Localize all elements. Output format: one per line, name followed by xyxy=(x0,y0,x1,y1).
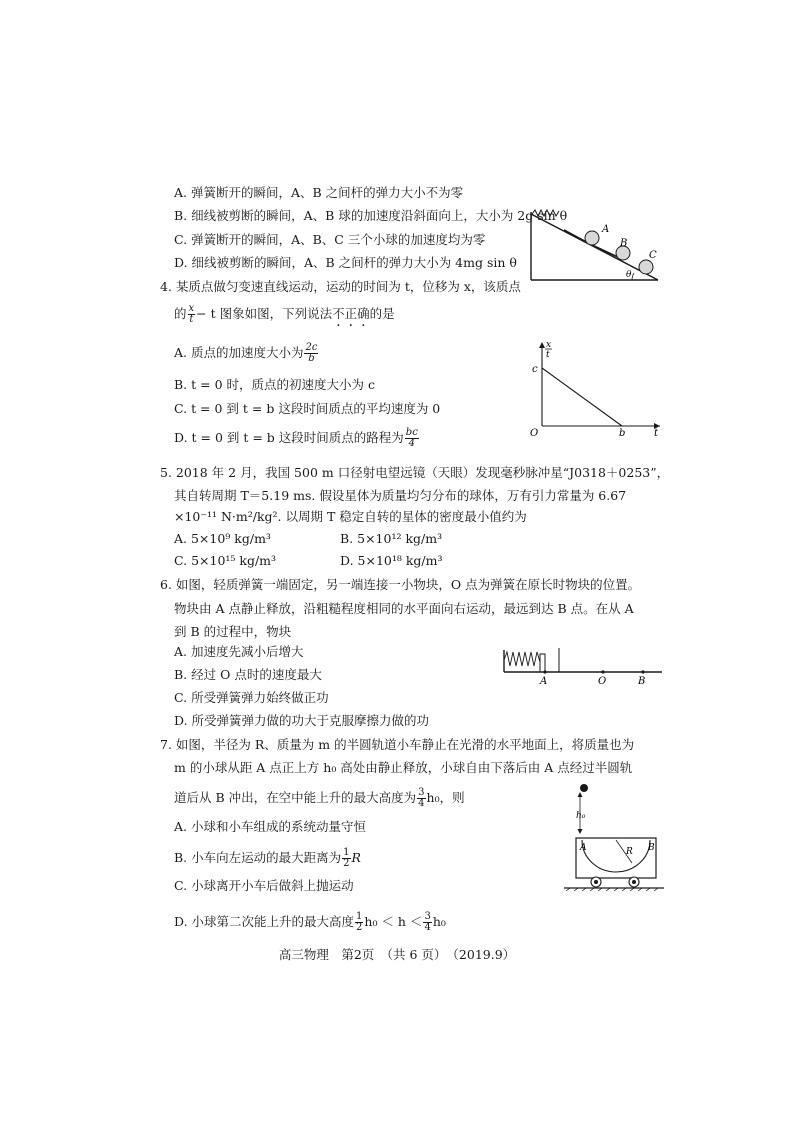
q7-option-a: A. 小球和小车组成的系统动量守恒 xyxy=(174,819,366,834)
emphasis-dot-1: 不 xyxy=(332,306,345,321)
q6-option-d: D. 所受弹簧弹力做的功大于克服摩擦力做的功 xyxy=(174,713,430,728)
q5-stem-line3: ×10⁻¹¹ N·m²/kg². 以周期 T 稳定自转的星体的密度最小值约为 xyxy=(174,509,527,524)
q6-point-b: B xyxy=(638,676,646,686)
q3-label-c: C xyxy=(649,250,657,261)
q6-point-o: O xyxy=(598,676,607,686)
q6-spring-figure xyxy=(500,644,664,686)
graph-intercept-b: b xyxy=(619,428,626,438)
q4-stem-line1: 4. 某质点做匀变速直线运动，运动的时间为 t，位移为 x，该质点 xyxy=(160,279,521,294)
q7-label-a: A xyxy=(580,843,587,853)
q6-stem-line3: 到 B 的过程中，物块 xyxy=(174,624,292,639)
graph-x-label-t: t xyxy=(654,428,659,438)
q7-option-d: D. 小球第二次能上升的最大高度 $\frac{1}{2}$ h₀ ＜ h ＜ $\frac{3}{4}$ h₀ xyxy=(174,911,446,933)
q6-point-a: A xyxy=(540,676,548,686)
q3-option-b: B. 细线被剪断的瞬间，A、B 球的加速度沿斜面向上，大小为 2g sin θ xyxy=(174,208,568,223)
q7-stem-line1: 7. 如图，半径为 R、质量为 m 的半圆轨道小车静止在光滑的水平地面上，将质量也为 xyxy=(160,737,635,752)
q5-stem-line1: 5. 2018 年 2 月，我国 500 m 口径射电望远镜（天眼）发现毫秒脉冲星“J0318＋0253”， xyxy=(160,465,670,480)
q7-stem-line3: 道后从 B 冲出，在空中能上升的最大高度为 $\frac{3}{4}$ h₀，则 xyxy=(174,787,465,809)
q6-stem-line1: 6. 如图，轻质弹簧一端固定，另一端连接一小物块，O 点为弹簧在原长时物块的位置。 xyxy=(160,577,641,592)
graph-intercept-c: c xyxy=(532,364,538,375)
graph-y-label-t: t xyxy=(546,350,550,360)
q7-label-b: B xyxy=(648,843,655,853)
q5-stem-line2: 其自转周期 T＝5.19 ms. 假设星体为质量均匀分布的球体，万有引力常量为 6.67 xyxy=(174,488,627,503)
q5-option-d: D. 5×10¹⁸ kg/m³ xyxy=(340,553,443,568)
q3-option-c: C. 弹簧断开的瞬间，A、B、C 三个小球的加速度均为零 xyxy=(174,232,486,247)
q5-option-c: C. 5×10¹⁵ kg/m³ xyxy=(174,553,277,568)
q3-incline-figure xyxy=(528,208,660,284)
q3-label-b: B xyxy=(620,238,628,249)
q4-option-a: A. 质点的加速度大小为 $\frac{2c}{b}$ xyxy=(174,342,318,364)
q7-label-r: R xyxy=(626,847,633,857)
q3-option-a: A. 弹簧断开的瞬间，A、B 之间杆的弹力大小不为零 xyxy=(174,185,464,200)
q6-option-b: B. 经过 O 点时的速度最大 xyxy=(174,667,322,682)
graph-y-label-x: x xyxy=(546,340,552,350)
q3-label-a: A xyxy=(602,224,610,235)
q4-fraction-x-over-t: $\frac{x}{t}$ xyxy=(188,303,195,325)
q3-label-theta: θ xyxy=(626,270,632,280)
q7-cart-figure xyxy=(562,780,666,892)
q4-option-d: D. t = 0 到 t = b 这段时间质点的路程为 $\frac{bc}{4}$ xyxy=(174,427,418,449)
q6-option-c: C. 所受弹簧弹力始终做正功 xyxy=(174,690,329,705)
q4-stem-line2: 的 $\frac{x}{t}$ − t 图象如图，下列说法不正确的是 xyxy=(174,303,395,325)
emphasis-dot-2: 正 xyxy=(344,306,358,321)
q4-option-c: C. t = 0 到 t = b 这段时间质点的平均速度为 0 xyxy=(174,401,441,416)
q7-option-c: C. 小球离开小车后做斜上抛运动 xyxy=(174,878,354,893)
q7-stem-line2: m 的小球从距 A 点正上方 h₀ 高处由静止释放，小球自由下落后由 A 点经过半圆轨 xyxy=(174,760,633,775)
q4-xt-graph xyxy=(530,338,666,438)
q5-option-b: B. 5×10¹² kg/m³ xyxy=(340,531,443,546)
q5-option-a: A. 5×10⁹ kg/m³ xyxy=(174,531,271,546)
emphasis-dot-3: 确 xyxy=(357,306,370,321)
page-footer: 高三物理 第2页 （共 6 页） （2019.9） xyxy=(278,947,516,962)
q3-option-d: D. 细线被剪断的瞬间，A、B 之间杆的弹力大小为 4mg sin θ xyxy=(174,255,517,270)
q4-option-b: B. t = 0 时，质点的初速度大小为 c xyxy=(174,377,375,392)
q7-option-b: B. 小车向左运动的最大距离为 $\frac{1}{2}$ R xyxy=(174,847,361,869)
graph-origin-o: O xyxy=(530,428,539,438)
q6-option-a: A. 加速度先减小后增大 xyxy=(174,644,304,659)
q7-label-h0: h₀ xyxy=(576,811,586,821)
q6-stem-line2: 物块由 A 点静止释放，沿粗糙程度相同的水平面向右运动，最远到达 B 点。在从 A xyxy=(174,601,634,616)
